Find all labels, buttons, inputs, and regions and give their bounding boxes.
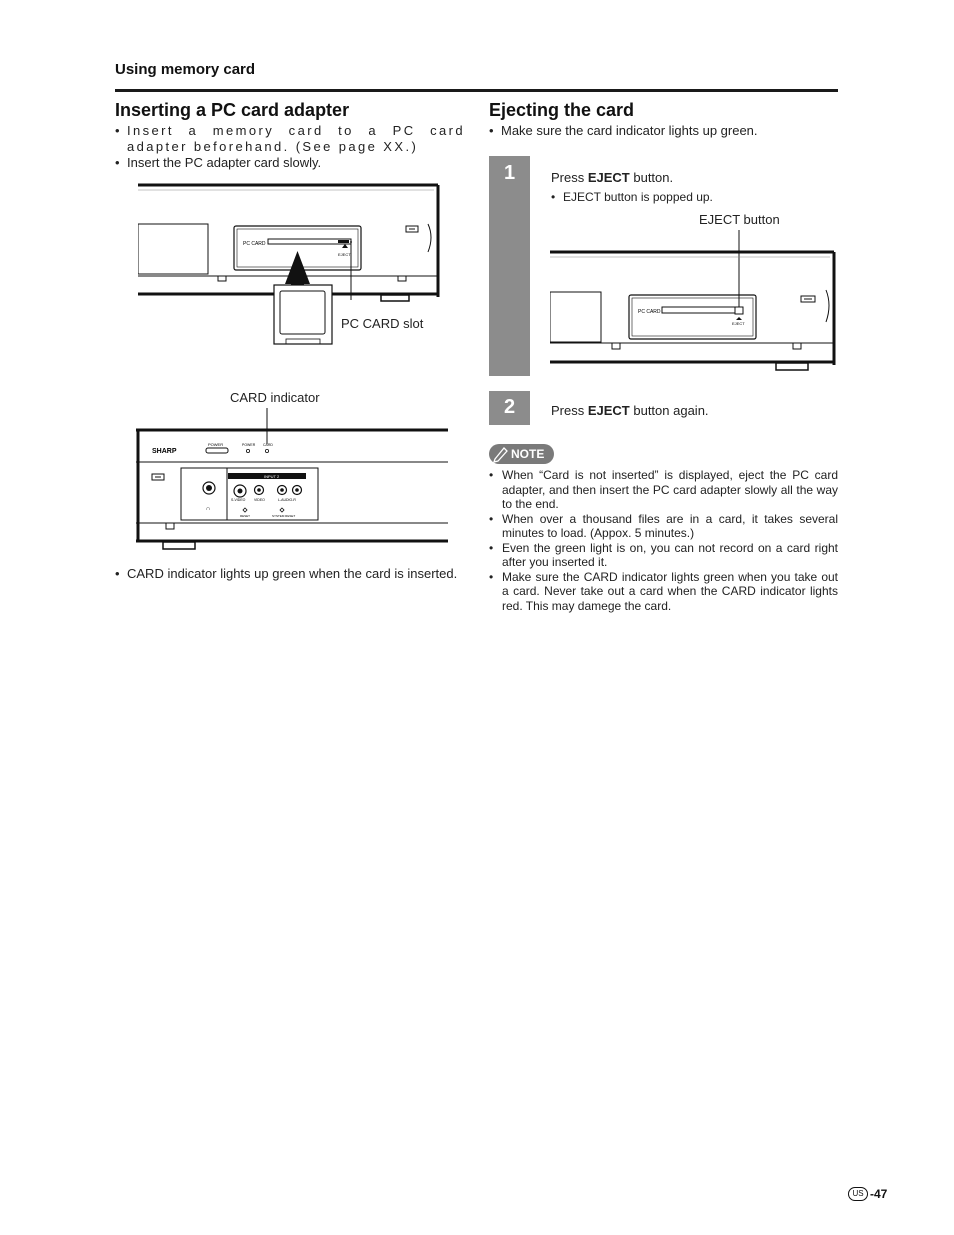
pc-card-slot-label: PC CARD slot bbox=[341, 316, 424, 331]
bullet-text: Make sure the card indicator lights up green. bbox=[501, 123, 758, 138]
svg-text:L-AUDIO-R: L-AUDIO-R bbox=[278, 498, 296, 502]
bullet-dot: • bbox=[489, 123, 494, 138]
card-indicator-label: CARD indicator bbox=[230, 390, 320, 405]
step-1-number: 1 bbox=[503, 162, 516, 184]
note-badge-label: NOTE bbox=[511, 447, 545, 461]
bullet-dot: • bbox=[115, 123, 121, 138]
ejecting-title: Ejecting the card bbox=[489, 100, 635, 120]
inserting-bullet-2 bbox=[115, 155, 465, 171]
ejecting-intro bbox=[489, 123, 838, 139]
svg-text:POWER: POWER bbox=[242, 443, 256, 447]
step-1-text: Press EJECT button. bbox=[551, 170, 674, 185]
page-number: US -47 bbox=[848, 1187, 887, 1201]
pc-card-panel-label: PC CARD bbox=[243, 241, 266, 247]
svg-text:SYSTEM RESET: SYSTEM RESET bbox=[272, 514, 296, 518]
note-item: • When over a thousand files are in a card, it takes several minutes to load. (Appox. 5 minutes.) bbox=[489, 511, 838, 540]
bullet-text: Insert a memory card to a PC card adapter beforehand. (See page XX.) bbox=[127, 123, 465, 154]
svg-text:VIDEO: VIDEO bbox=[254, 498, 265, 502]
svg-text:S-VIDEO: S-VIDEO bbox=[231, 498, 246, 502]
us-region-icon: US bbox=[848, 1187, 868, 1201]
bullet-dot: • bbox=[115, 566, 120, 581]
header-rule bbox=[115, 89, 838, 92]
bullet-dot: • bbox=[115, 155, 120, 170]
bullet-text: CARD indicator lights up green when the card is inserted. bbox=[127, 566, 458, 581]
svg-text:CARD: CARD bbox=[263, 443, 273, 447]
step-2-number: 2 bbox=[503, 396, 516, 418]
bullet-text: Insert the PC adapter card slowly. bbox=[127, 155, 322, 170]
inserting-bullet-1 bbox=[115, 123, 465, 155]
step-2-text: Press EJECT button again. bbox=[551, 403, 709, 418]
svg-text:PC CARD: PC CARD bbox=[638, 309, 661, 315]
note-list bbox=[489, 468, 838, 613]
svg-text:RESET: RESET bbox=[240, 514, 251, 518]
svg-text:∩: ∩ bbox=[206, 506, 211, 512]
note-item: • When “Card is not inserted” is displayed, eject the PC card adapter, and then insert the PC card adapter slowly all the way to the end. bbox=[489, 468, 838, 511]
step-1-sub: • EJECT button is popped up. bbox=[551, 190, 713, 204]
step-2-bar bbox=[489, 391, 530, 425]
brand-logo: SHARP bbox=[152, 448, 177, 455]
pencil-icon bbox=[489, 444, 511, 464]
svg-text:POWER: POWER bbox=[208, 442, 224, 447]
card-indicator-illustration bbox=[136, 406, 448, 554]
note-badge bbox=[489, 444, 554, 464]
eject-illustration bbox=[550, 230, 840, 376]
svg-text:INPUT 2: INPUT 2 bbox=[264, 474, 280, 479]
svg-text:EJECT: EJECT bbox=[732, 321, 745, 326]
eject-panel-label: EJECT bbox=[338, 252, 351, 257]
indicator-note bbox=[115, 566, 465, 582]
note-item: • Even the green light is on, you can not record on a card right after you inserted it. bbox=[489, 540, 838, 569]
section-title: Using memory card bbox=[115, 61, 256, 78]
step-1-bar bbox=[489, 156, 530, 376]
inserting-title: Inserting a PC card adapter bbox=[115, 100, 350, 120]
eject-button-label: EJECT button bbox=[699, 212, 780, 227]
note-item: • Make sure the CARD indicator lights green when you take out a card. Never take out a card when the CARD indicator lights red. This may damege the card. bbox=[489, 569, 838, 613]
